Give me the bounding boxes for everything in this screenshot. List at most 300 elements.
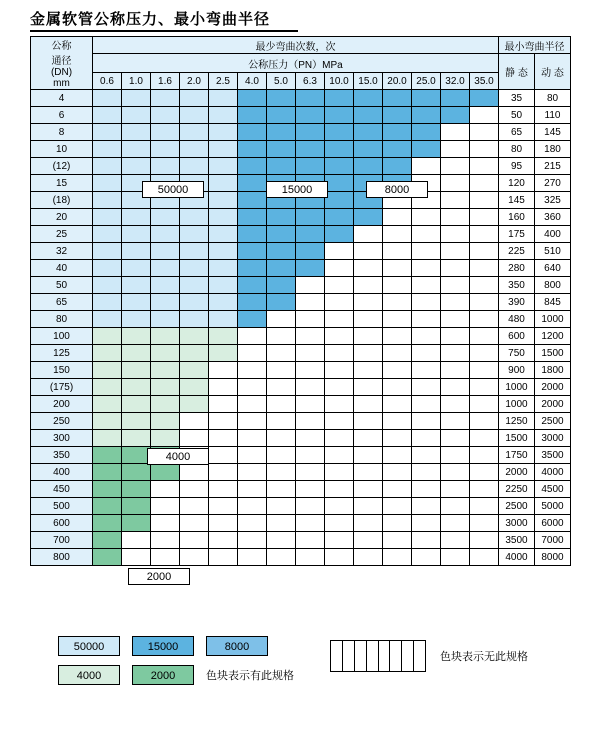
cell-pn-5 <box>238 498 267 515</box>
cell-radius-static: 80 <box>499 141 535 158</box>
cell-pn-5 <box>238 277 267 294</box>
cell-pn-13 <box>470 294 499 311</box>
cell-radius-dynamic: 1800 <box>535 362 571 379</box>
cell-pn-13 <box>470 549 499 566</box>
cell-pn-8 <box>325 379 354 396</box>
cell-radius-dynamic: 180 <box>535 141 571 158</box>
cell-pn-13 <box>470 124 499 141</box>
cell-pn-11 <box>412 447 441 464</box>
page-title: 金属软管公称压力、最小弯曲半径 <box>30 12 271 28</box>
cell-pn-4 <box>209 107 238 124</box>
cell-pn-6 <box>267 515 296 532</box>
cell-pn-1 <box>122 549 151 566</box>
cell-pn-8 <box>325 396 354 413</box>
cell-pn-5 <box>238 192 267 209</box>
cell-pn-1 <box>122 328 151 345</box>
cell-pn-2 <box>151 345 180 362</box>
cell-pn-9 <box>354 362 383 379</box>
cell-pn-12 <box>441 175 470 192</box>
cell-pn-2 <box>151 532 180 549</box>
cell-pn-6 <box>267 362 296 379</box>
cell-pn-11 <box>412 549 441 566</box>
cell-pn-0 <box>93 209 122 226</box>
header-pn-1: 1.0 <box>122 73 151 90</box>
cell-pn-10 <box>383 498 412 515</box>
cell-pn-7 <box>296 141 325 158</box>
cell-radius-dynamic: 4500 <box>535 481 571 498</box>
cell-pn-7 <box>296 447 325 464</box>
table-body <box>31 90 571 566</box>
cell-radius-static: 1250 <box>499 413 535 430</box>
cell-pn-12 <box>441 209 470 226</box>
cell-pn-6 <box>267 447 296 464</box>
cell-pn-13 <box>470 430 499 447</box>
cell-pn-2 <box>151 328 180 345</box>
cell-pn-4 <box>209 175 238 192</box>
header-pn-4: 2.5 <box>209 73 238 90</box>
cell-radius-dynamic: 215 <box>535 158 571 175</box>
cell-pn-9 <box>354 515 383 532</box>
cell-pn-0 <box>93 158 122 175</box>
cell-pn-0 <box>93 328 122 345</box>
cell-pn-3 <box>180 260 209 277</box>
cell-pn-4 <box>209 362 238 379</box>
cell-radius-static: 1750 <box>499 447 535 464</box>
cell-pn-6 <box>267 328 296 345</box>
cell-pn-10 <box>383 430 412 447</box>
cell-pn-3 <box>180 515 209 532</box>
header-pn-6: 5.0 <box>267 73 296 90</box>
cell-pn-11 <box>412 226 441 243</box>
title-underline <box>30 30 298 32</box>
cell-pn-4 <box>209 277 238 294</box>
header-pn-3: 2.0 <box>180 73 209 90</box>
table-row <box>31 362 571 379</box>
cell-dn: 8 <box>31 124 93 141</box>
cell-pn-3 <box>180 158 209 175</box>
cell-pn-0 <box>93 430 122 447</box>
cell-pn-2 <box>151 124 180 141</box>
cell-pn-12 <box>441 549 470 566</box>
legend-note-color: 色块表示有此规格 <box>206 670 294 682</box>
header-dn-line3: (DN) <box>50 67 73 78</box>
cell-pn-3 <box>180 311 209 328</box>
header-pn-8: 10.0 <box>325 73 354 90</box>
cell-pn-11 <box>412 90 441 107</box>
cell-pn-2 <box>151 396 180 413</box>
cell-radius-dynamic: 8000 <box>535 549 571 566</box>
cell-pn-6 <box>267 243 296 260</box>
cell-radius-dynamic: 1500 <box>535 345 571 362</box>
cell-pn-11 <box>412 277 441 294</box>
cell-pn-11 <box>412 260 441 277</box>
cell-pn-11 <box>412 498 441 515</box>
cell-pn-2 <box>151 379 180 396</box>
cell-pn-1 <box>122 277 151 294</box>
cell-pn-2 <box>151 226 180 243</box>
cell-pn-12 <box>441 192 470 209</box>
cell-pn-8 <box>325 124 354 141</box>
cell-pn-9 <box>354 379 383 396</box>
cell-pn-13 <box>470 90 499 107</box>
cell-pn-11 <box>412 158 441 175</box>
cell-dn: 40 <box>31 260 93 277</box>
cell-pn-6 <box>267 481 296 498</box>
cell-radius-dynamic: 360 <box>535 209 571 226</box>
cell-pn-2 <box>151 141 180 158</box>
cell-dn: 300 <box>31 430 93 447</box>
cell-radius-dynamic: 325 <box>535 192 571 209</box>
cell-pn-4 <box>209 532 238 549</box>
cell-pn-4 <box>209 413 238 430</box>
cell-pn-7 <box>296 532 325 549</box>
cell-pn-10 <box>383 413 412 430</box>
cell-radius-dynamic: 2000 <box>535 379 571 396</box>
cell-pn-2 <box>151 107 180 124</box>
cell-pn-4 <box>209 192 238 209</box>
cell-pn-9 <box>354 124 383 141</box>
cell-pn-9 <box>354 430 383 447</box>
cell-pn-11 <box>412 515 441 532</box>
cell-pn-3 <box>180 549 209 566</box>
cell-pn-2 <box>151 311 180 328</box>
cell-pn-5 <box>238 396 267 413</box>
cell-pn-11 <box>412 464 441 481</box>
header-pn-10: 20.0 <box>383 73 412 90</box>
cell-pn-10 <box>383 464 412 481</box>
header-dn <box>31 37 93 90</box>
cell-dn: (175) <box>31 379 93 396</box>
cell-pn-2 <box>151 209 180 226</box>
cell-radius-dynamic: 5000 <box>535 498 571 515</box>
header-bend-title: 最少弯曲次数，次 <box>93 37 499 54</box>
cell-pn-7 <box>296 107 325 124</box>
cell-radius-dynamic: 800 <box>535 277 571 294</box>
cell-pn-0 <box>93 192 122 209</box>
cell-pn-0 <box>93 260 122 277</box>
cell-pn-5 <box>238 430 267 447</box>
cell-pn-12 <box>441 107 470 124</box>
cell-pn-5 <box>238 549 267 566</box>
cell-pn-10 <box>383 549 412 566</box>
cell-pn-2 <box>151 413 180 430</box>
cell-pn-5 <box>238 464 267 481</box>
cell-pn-0 <box>93 345 122 362</box>
cell-pn-7 <box>296 498 325 515</box>
overlay-label-15000: 15000 <box>266 181 328 198</box>
cell-pn-0 <box>93 379 122 396</box>
header-pn-values-row <box>31 73 571 90</box>
table-row <box>31 311 571 328</box>
cell-pn-1 <box>122 141 151 158</box>
cell-pn-4 <box>209 515 238 532</box>
cell-radius-static: 390 <box>499 294 535 311</box>
cell-pn-10 <box>383 124 412 141</box>
cell-pn-5 <box>238 294 267 311</box>
cell-radius-dynamic: 110 <box>535 107 571 124</box>
cell-pn-5 <box>238 243 267 260</box>
cell-radius-dynamic: 1200 <box>535 328 571 345</box>
cell-dn: 6 <box>31 107 93 124</box>
table-row <box>31 379 571 396</box>
cell-pn-0 <box>93 447 122 464</box>
cell-pn-9 <box>354 311 383 328</box>
cell-pn-9 <box>354 209 383 226</box>
cell-dn: 125 <box>31 345 93 362</box>
cell-pn-9 <box>354 141 383 158</box>
cell-pn-7 <box>296 124 325 141</box>
cell-pn-5 <box>238 260 267 277</box>
cell-pn-10 <box>383 311 412 328</box>
cell-pn-3 <box>180 362 209 379</box>
cell-pn-11 <box>412 413 441 430</box>
cell-dn: 50 <box>31 277 93 294</box>
cell-pn-11 <box>412 209 441 226</box>
cell-radius-static: 175 <box>499 226 535 243</box>
cell-pn-10 <box>383 481 412 498</box>
table-row <box>31 277 571 294</box>
cell-pn-3 <box>180 532 209 549</box>
cell-pn-0 <box>93 277 122 294</box>
cell-pn-1 <box>122 481 151 498</box>
header-pn-0: 0.6 <box>93 73 122 90</box>
cell-pn-0 <box>93 362 122 379</box>
cell-pn-13 <box>470 481 499 498</box>
cell-pn-4 <box>209 464 238 481</box>
cell-radius-static: 145 <box>499 192 535 209</box>
cell-pn-3 <box>180 328 209 345</box>
cell-pn-13 <box>470 158 499 175</box>
cell-pn-5 <box>238 209 267 226</box>
cell-pn-1 <box>122 243 151 260</box>
cell-pn-9 <box>354 328 383 345</box>
cell-pn-5 <box>238 447 267 464</box>
cell-pn-9 <box>354 107 383 124</box>
cell-pn-9 <box>354 481 383 498</box>
cell-radius-dynamic: 270 <box>535 175 571 192</box>
legend-blank-swatch <box>330 640 426 672</box>
cell-radius-static: 1000 <box>499 396 535 413</box>
cell-dn: (12) <box>31 158 93 175</box>
cell-pn-1 <box>122 498 151 515</box>
cell-pn-8 <box>325 141 354 158</box>
legend-blank-group <box>330 640 528 672</box>
cell-pn-0 <box>93 515 122 532</box>
cell-pn-8 <box>325 413 354 430</box>
cell-radius-dynamic: 640 <box>535 260 571 277</box>
cell-pn-13 <box>470 413 499 430</box>
cell-pn-4 <box>209 498 238 515</box>
cell-pn-11 <box>412 294 441 311</box>
cell-pn-2 <box>151 498 180 515</box>
cell-pn-2 <box>151 362 180 379</box>
cell-pn-7 <box>296 549 325 566</box>
cell-pn-7 <box>296 345 325 362</box>
cell-pn-4 <box>209 141 238 158</box>
cell-pn-3 <box>180 430 209 447</box>
cell-pn-10 <box>383 328 412 345</box>
cell-pn-3 <box>180 90 209 107</box>
cell-pn-3 <box>180 379 209 396</box>
cell-pn-12 <box>441 260 470 277</box>
cell-pn-7 <box>296 294 325 311</box>
cell-pn-0 <box>93 549 122 566</box>
cell-pn-1 <box>122 396 151 413</box>
header-pn-12: 32.0 <box>441 73 470 90</box>
cell-pn-13 <box>470 396 499 413</box>
cell-pn-7 <box>296 413 325 430</box>
cell-pn-12 <box>441 124 470 141</box>
overlay-label-50000: 50000 <box>142 181 204 198</box>
cell-pn-11 <box>412 396 441 413</box>
cell-radius-static: 750 <box>499 345 535 362</box>
cell-pn-3 <box>180 209 209 226</box>
cell-pn-2 <box>151 481 180 498</box>
cell-pn-7 <box>296 515 325 532</box>
cell-pn-11 <box>412 311 441 328</box>
cell-pn-0 <box>93 413 122 430</box>
cell-radius-dynamic: 1000 <box>535 311 571 328</box>
header-radius-title: 最小弯曲半径 <box>499 37 571 54</box>
cell-pn-1 <box>122 226 151 243</box>
cell-pn-8 <box>325 90 354 107</box>
cell-pn-12 <box>441 532 470 549</box>
cell-pn-5 <box>238 328 267 345</box>
cell-pn-3 <box>180 345 209 362</box>
cell-pn-3 <box>180 277 209 294</box>
cell-pn-11 <box>412 345 441 362</box>
cell-pn-5 <box>238 345 267 362</box>
cell-pn-10 <box>383 141 412 158</box>
header-pn-2: 1.6 <box>151 73 180 90</box>
cell-pn-12 <box>441 447 470 464</box>
cell-pn-8 <box>325 311 354 328</box>
cell-pn-1 <box>122 90 151 107</box>
cell-pn-13 <box>470 532 499 549</box>
cell-dn: 450 <box>31 481 93 498</box>
cell-pn-6 <box>267 345 296 362</box>
cell-pn-4 <box>209 396 238 413</box>
header-pn-9: 15.0 <box>354 73 383 90</box>
cell-dn: 600 <box>31 515 93 532</box>
cell-pn-11 <box>412 141 441 158</box>
cell-pn-9 <box>354 90 383 107</box>
cell-pn-0 <box>93 90 122 107</box>
cell-pn-0 <box>93 532 122 549</box>
cell-pn-12 <box>441 430 470 447</box>
cell-radius-dynamic: 145 <box>535 124 571 141</box>
cell-pn-8 <box>325 498 354 515</box>
cell-pn-6 <box>267 379 296 396</box>
cell-pn-1 <box>122 107 151 124</box>
cell-pn-8 <box>325 481 354 498</box>
cell-pn-1 <box>122 260 151 277</box>
cell-pn-4 <box>209 243 238 260</box>
cell-pn-10 <box>383 243 412 260</box>
cell-pn-7 <box>296 430 325 447</box>
cell-pn-13 <box>470 260 499 277</box>
cell-pn-10 <box>383 209 412 226</box>
cell-pn-6 <box>267 209 296 226</box>
table-row <box>31 464 571 481</box>
cell-pn-5 <box>238 379 267 396</box>
cell-pn-7 <box>296 260 325 277</box>
cell-pn-1 <box>122 294 151 311</box>
legend-item-50000: 50000 <box>58 636 120 656</box>
cell-pn-3 <box>180 124 209 141</box>
cell-radius-dynamic: 3500 <box>535 447 571 464</box>
cell-pn-11 <box>412 124 441 141</box>
cell-pn-9 <box>354 413 383 430</box>
cell-pn-4 <box>209 294 238 311</box>
cell-pn-8 <box>325 277 354 294</box>
header-pn-11: 25.0 <box>412 73 441 90</box>
cell-pn-2 <box>151 243 180 260</box>
cell-pn-9 <box>354 243 383 260</box>
cell-pn-6 <box>267 124 296 141</box>
cell-radius-dynamic: 4000 <box>535 464 571 481</box>
cell-pn-12 <box>441 481 470 498</box>
cell-pn-3 <box>180 294 209 311</box>
header-pn-title: 公称压力（PN）MPa <box>93 54 499 73</box>
cell-pn-11 <box>412 379 441 396</box>
table-row <box>31 328 571 345</box>
cell-pn-13 <box>470 498 499 515</box>
cell-pn-13 <box>470 362 499 379</box>
cell-pn-2 <box>151 277 180 294</box>
cell-pn-6 <box>267 158 296 175</box>
cell-pn-2 <box>151 158 180 175</box>
cell-pn-7 <box>296 464 325 481</box>
cell-pn-5 <box>238 311 267 328</box>
cell-dn: 400 <box>31 464 93 481</box>
cell-dn: 65 <box>31 294 93 311</box>
cell-pn-5 <box>238 226 267 243</box>
table-row <box>31 498 571 515</box>
cell-pn-13 <box>470 107 499 124</box>
cell-pn-8 <box>325 549 354 566</box>
cell-pn-3 <box>180 396 209 413</box>
cell-pn-1 <box>122 532 151 549</box>
cell-pn-11 <box>412 362 441 379</box>
cell-pn-13 <box>470 226 499 243</box>
legend-note-blank: 色块表示无此规格 <box>440 651 528 663</box>
cell-pn-2 <box>151 549 180 566</box>
cell-pn-3 <box>180 413 209 430</box>
cell-pn-5 <box>238 413 267 430</box>
cell-pn-8 <box>325 243 354 260</box>
table-row <box>31 447 571 464</box>
table-row <box>31 90 571 107</box>
cell-pn-7 <box>296 243 325 260</box>
table-row <box>31 243 571 260</box>
cell-pn-4 <box>209 345 238 362</box>
cell-pn-6 <box>267 277 296 294</box>
cell-radius-static: 2500 <box>499 498 535 515</box>
cell-pn-5 <box>238 158 267 175</box>
cell-pn-0 <box>93 481 122 498</box>
cell-pn-6 <box>267 396 296 413</box>
cell-pn-8 <box>325 447 354 464</box>
header-dn-line1: 公称 <box>51 41 72 52</box>
cell-pn-1 <box>122 464 151 481</box>
cell-pn-12 <box>441 379 470 396</box>
cell-pn-13 <box>470 328 499 345</box>
cell-dn: 350 <box>31 447 93 464</box>
cell-radius-dynamic: 7000 <box>535 532 571 549</box>
cell-pn-12 <box>441 294 470 311</box>
cell-radius-static: 65 <box>499 124 535 141</box>
